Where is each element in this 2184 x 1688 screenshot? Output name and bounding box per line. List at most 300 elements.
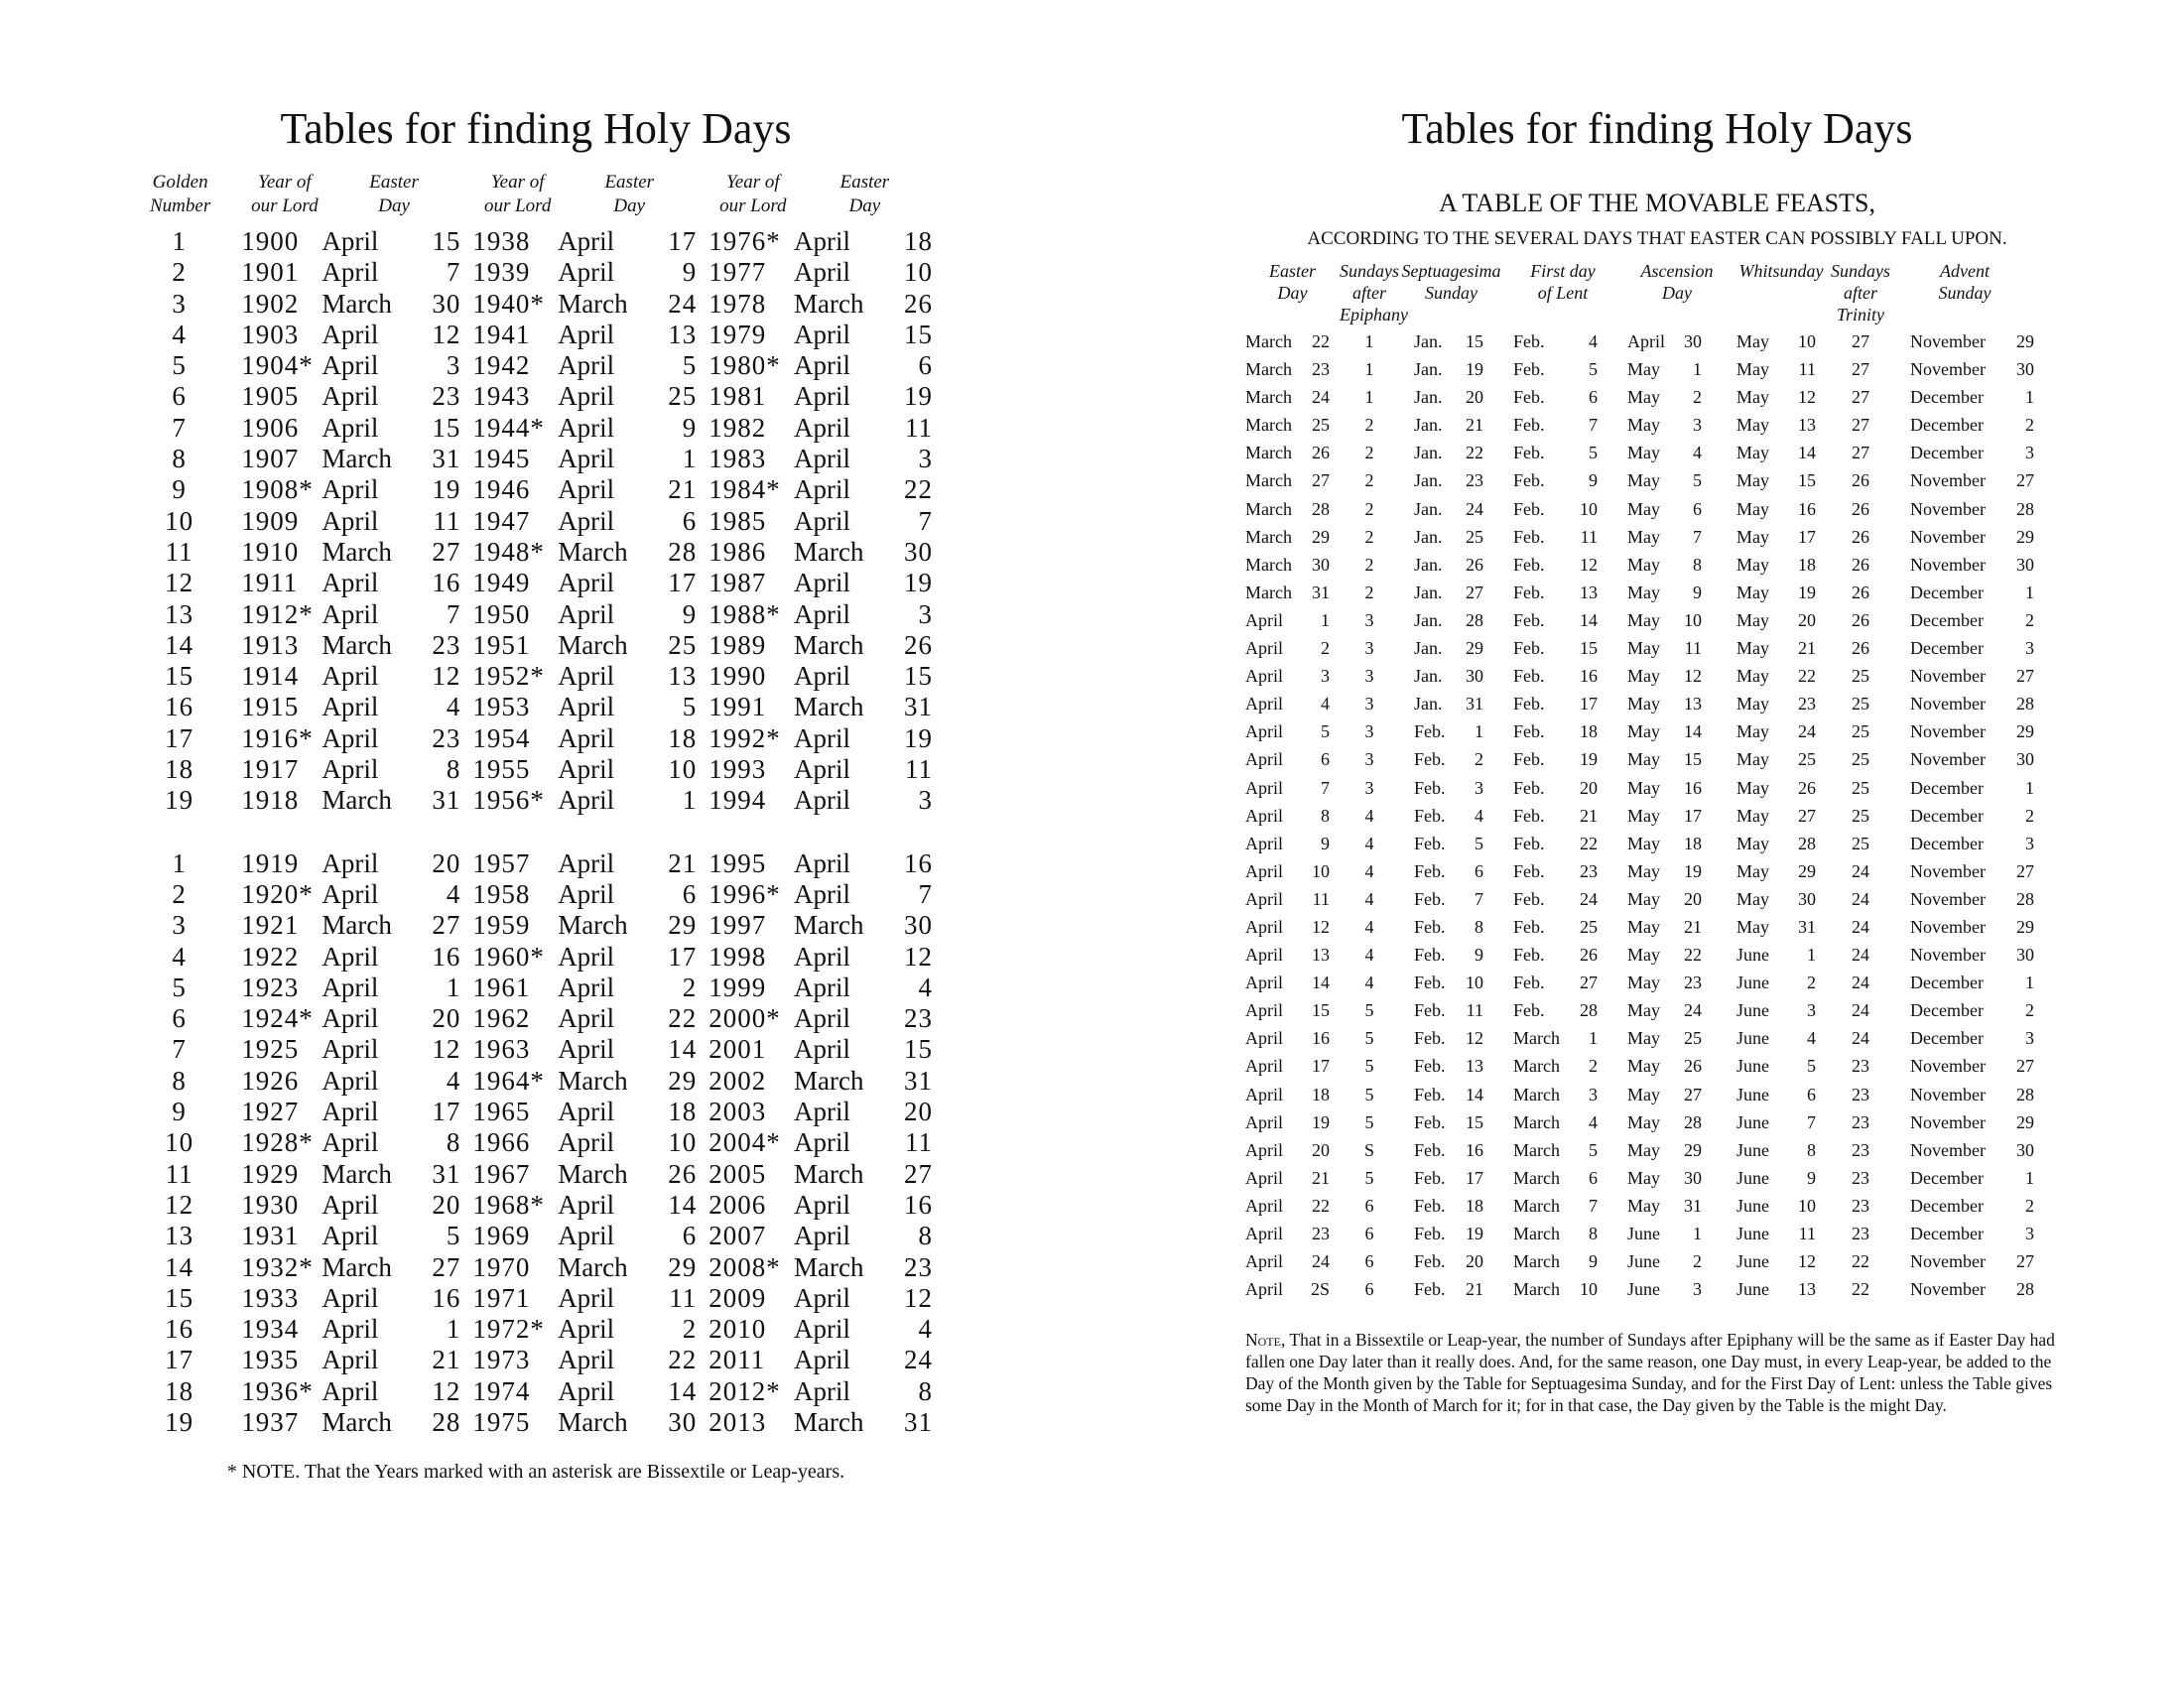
day: 1: [2025, 777, 2034, 798]
month: November: [1910, 554, 1986, 575]
sundays-after-trinity: 25: [1852, 694, 1869, 714]
year: 1938: [472, 226, 531, 256]
septuagesima-sunday: [1399, 885, 1503, 913]
month: May: [1736, 833, 1769, 853]
month: May: [1627, 749, 1660, 770]
ascension-day: [1622, 690, 1732, 717]
month: Feb.: [1513, 1000, 1545, 1021]
day: 26: [1798, 777, 1816, 798]
golden-number: 2: [172, 878, 187, 909]
easter-day: [794, 226, 933, 257]
day: 13: [668, 319, 698, 349]
easter-day: [321, 879, 460, 910]
day: 28: [2016, 694, 2034, 714]
day: 2: [2025, 805, 2034, 826]
table-row: [1245, 1220, 2069, 1247]
year: 1999: [708, 972, 767, 1002]
easter-day: [558, 692, 697, 722]
day: 8: [1807, 1139, 1816, 1160]
header-cell: [139, 171, 221, 226]
whitsunday: [1732, 717, 1831, 745]
year: 1924*: [241, 1003, 314, 1034]
table-block-2: [139, 848, 933, 1439]
header-line: Day: [848, 195, 881, 216]
easter-day: [321, 320, 460, 350]
golden-number: 17: [165, 1345, 194, 1375]
year: 1918: [241, 785, 300, 816]
month: June: [1627, 1279, 1660, 1300]
month: April: [794, 785, 850, 816]
day: 3: [1693, 1279, 1702, 1300]
whitsunday: [1732, 774, 1831, 802]
day: 17: [1312, 1056, 1330, 1077]
header-cell: [1831, 260, 1890, 327]
month: June: [1627, 1224, 1660, 1243]
table-row: [1245, 634, 2069, 662]
month: April: [794, 878, 850, 909]
month: April: [321, 505, 379, 536]
easter-day: [321, 413, 460, 444]
table-row: [139, 754, 933, 785]
day: 3: [918, 444, 933, 474]
sundays-after-epiphany: 4: [1364, 833, 1374, 853]
septuagesima-sunday: [1399, 1192, 1503, 1220]
month: Feb.: [1414, 721, 1446, 742]
year: 1944*: [472, 412, 545, 443]
sundays-after-epiphany: 4: [1364, 860, 1374, 881]
day: 5: [446, 1221, 461, 1251]
day: 31: [1466, 694, 1483, 714]
month: April: [1245, 777, 1283, 798]
advent-sunday: [1890, 1108, 2039, 1136]
ascension-day: [1622, 495, 1732, 523]
first-day-of-lent: [1503, 857, 1622, 885]
easter-day: [1245, 690, 1340, 717]
day: 25: [668, 381, 698, 412]
day: 3: [2025, 638, 2034, 659]
year: 1925: [241, 1034, 300, 1065]
month: May: [1736, 749, 1769, 770]
month: May: [1627, 387, 1660, 408]
month: May: [1627, 1028, 1660, 1049]
golden-number: 10: [165, 1127, 194, 1158]
day: 24: [904, 1345, 933, 1375]
year: 1906: [241, 412, 300, 443]
sundays-after-epiphany: 3: [1364, 749, 1374, 770]
month: May: [1627, 554, 1660, 575]
year: 1957: [472, 847, 531, 878]
day: 4: [1321, 694, 1330, 714]
day: 12: [1580, 554, 1598, 575]
year: 1951: [472, 629, 531, 660]
easter-day: [1245, 1247, 1340, 1275]
day: 6: [682, 878, 698, 909]
table-row: [1245, 690, 2069, 717]
table-row: [139, 1376, 933, 1407]
month: Feb.: [1414, 1139, 1446, 1160]
sundays-after-trinity: 27: [1852, 415, 1869, 436]
year: 1937: [241, 1406, 300, 1437]
easter-day: [321, 1283, 460, 1314]
day: 20: [1312, 1139, 1330, 1160]
day: 25: [668, 629, 698, 660]
month: Feb.: [1414, 1000, 1446, 1021]
day: 16: [1580, 666, 1598, 687]
day: 30: [2016, 1139, 2034, 1160]
table-row: [139, 537, 933, 568]
month: April: [321, 1375, 379, 1406]
day: 1: [446, 972, 461, 1002]
month: May: [1736, 443, 1769, 463]
header-cell: [1399, 260, 1503, 327]
day: 5: [1589, 443, 1598, 463]
sundays-after-trinity: 26: [1852, 609, 1869, 630]
day: 12: [432, 661, 461, 692]
day: 17: [1798, 526, 1816, 547]
year: 2012*: [708, 1375, 781, 1406]
day: 2: [1693, 387, 1702, 408]
year: 1947: [472, 505, 531, 536]
year: 1930: [241, 1189, 300, 1220]
day: 18: [668, 1097, 698, 1127]
whitsunday: [1732, 1192, 1831, 1220]
easter-day: [321, 723, 460, 754]
day: 11: [1798, 359, 1816, 380]
header-cell: [221, 171, 325, 226]
month: May: [1627, 582, 1660, 602]
day: 27: [432, 536, 461, 567]
septuagesima-sunday: [1399, 383, 1503, 411]
year: 1966: [472, 1127, 531, 1158]
month: April: [794, 1282, 850, 1313]
sundays-after-trinity: 25: [1852, 666, 1869, 687]
easter-day: [558, 661, 697, 692]
year: 1970: [472, 1251, 531, 1282]
ascension-day: [1622, 1275, 1732, 1303]
month: December: [1910, 1195, 1984, 1216]
day: 18: [904, 226, 933, 256]
day: 7: [918, 878, 933, 909]
year: 1912*: [241, 598, 314, 629]
easter-day: [794, 289, 933, 320]
day: 1: [1807, 945, 1816, 966]
month: Jan.: [1414, 526, 1443, 547]
whitsunday: [1732, 690, 1831, 717]
month: April: [558, 1282, 615, 1313]
month: November: [1910, 945, 1986, 966]
ascension-day: [1622, 355, 1732, 383]
month: May: [1627, 1084, 1660, 1104]
day: 28: [1798, 833, 1816, 853]
day: 10: [1466, 973, 1483, 993]
day: 30: [668, 1406, 698, 1437]
day: 19: [1466, 359, 1483, 380]
day: 30: [1466, 666, 1483, 687]
first-day-of-lent: [1503, 885, 1622, 913]
day: 5: [1807, 1056, 1816, 1077]
whitsunday: [1732, 1081, 1831, 1108]
year: 1982: [708, 412, 767, 443]
year: 1983: [708, 444, 767, 474]
whitsunday: [1732, 830, 1831, 857]
day: 22: [904, 474, 933, 505]
ascension-day: [1622, 662, 1732, 690]
easter-day: [558, 1376, 697, 1407]
month: April: [1245, 609, 1283, 630]
easter-day: [321, 661, 460, 692]
month: March: [558, 1406, 628, 1437]
month: March: [1513, 1028, 1560, 1049]
day: 22: [1466, 443, 1483, 463]
month: May: [1627, 833, 1660, 853]
day: 21: [1798, 638, 1816, 659]
day: 12: [432, 1375, 461, 1406]
advent-sunday: [1890, 634, 2039, 662]
day: 28: [2016, 1279, 2034, 1300]
day: 18: [1580, 721, 1598, 742]
day: 29: [2016, 526, 2034, 547]
header-line: Advent: [1940, 261, 1990, 281]
day: 18: [1684, 833, 1702, 853]
septuagesima-sunday: [1399, 411, 1503, 439]
sundays-after-epiphany: 3: [1364, 721, 1374, 742]
month: April: [794, 722, 850, 753]
header-line: our Lord: [483, 195, 552, 216]
table-row: [1245, 1164, 2069, 1192]
header-cell: [1732, 260, 1831, 327]
month: April: [1245, 749, 1283, 770]
day: 8: [1693, 554, 1702, 575]
day: 7: [1589, 415, 1598, 436]
advent-sunday: [1890, 1192, 2039, 1220]
year: 1905: [241, 381, 300, 412]
day: 31: [904, 1065, 933, 1096]
day: 15: [1312, 1000, 1330, 1021]
day: 16: [904, 1189, 933, 1220]
golden-number: 7: [172, 412, 187, 443]
month: April: [794, 598, 850, 629]
month: April: [558, 1375, 615, 1406]
golden-number: 3: [172, 910, 187, 941]
day: 22: [1684, 945, 1702, 966]
day: 23: [432, 722, 461, 753]
golden-number: 1: [172, 847, 187, 878]
easter-day: [321, 1066, 460, 1097]
day: 28: [1580, 1000, 1598, 1021]
day: 3: [918, 785, 933, 816]
day: 9: [682, 598, 698, 629]
table-row: [139, 630, 933, 661]
easter-day: [321, 506, 460, 537]
month: Feb.: [1513, 359, 1545, 380]
day: 2: [1693, 1251, 1702, 1272]
easter-day: [321, 1314, 460, 1345]
month: June: [1736, 945, 1769, 966]
easter-day: [1245, 1108, 1340, 1136]
ascension-day: [1622, 969, 1732, 996]
day: 17: [668, 226, 698, 256]
month: April: [1245, 1195, 1283, 1216]
header-line: Sundays: [1340, 261, 1399, 281]
month: April: [321, 319, 379, 349]
month: May: [1736, 694, 1769, 714]
sundays-after-trinity: 25: [1852, 777, 1869, 798]
golden-number: 18: [165, 1375, 194, 1406]
whitsunday: [1732, 355, 1831, 383]
easter-day: [558, 785, 697, 816]
first-day-of-lent: [1503, 996, 1622, 1024]
month: April: [558, 1034, 615, 1065]
year: 1928*: [241, 1127, 314, 1158]
easter-day: [558, 257, 697, 288]
golden-number: 5: [172, 350, 187, 381]
day: 21: [1312, 1167, 1330, 1188]
ascension-day: [1622, 551, 1732, 579]
first-day-of-lent: [1503, 774, 1622, 802]
month: April: [558, 847, 615, 878]
day: 23: [1798, 694, 1816, 714]
advent-sunday: [1890, 466, 2039, 494]
day: 14: [1798, 443, 1816, 463]
day: 3: [1321, 666, 1330, 687]
year: 1990: [708, 661, 767, 692]
first-day-of-lent: [1503, 634, 1622, 662]
month: Feb.: [1513, 638, 1545, 659]
day: 7: [1589, 1195, 1598, 1216]
month: May: [1736, 415, 1769, 436]
month: Feb.: [1513, 860, 1545, 881]
year: 1974: [472, 1375, 531, 1406]
month: April: [558, 785, 615, 816]
golden-number: 2: [172, 257, 187, 288]
header-line: of Lent: [1537, 283, 1589, 303]
month: Feb.: [1414, 1251, 1446, 1272]
day: 29: [2016, 1111, 2034, 1132]
day: 16: [432, 1282, 461, 1313]
month: Feb.: [1513, 666, 1545, 687]
septuagesima-sunday: [1399, 969, 1503, 996]
easter-day: [794, 630, 933, 661]
day: 13: [1580, 582, 1598, 602]
month: December: [1910, 1000, 1984, 1021]
sundays-after-epiphany: 1: [1364, 331, 1374, 351]
header-line: Year of: [490, 172, 545, 193]
table-row: [139, 568, 933, 598]
month: November: [1910, 498, 1986, 519]
month: April: [558, 941, 615, 972]
day: 31: [1798, 916, 1816, 937]
golden-number: 12: [165, 1189, 194, 1220]
month: April: [1245, 1279, 1283, 1300]
day: 4: [918, 1314, 933, 1345]
month: December: [1910, 973, 1984, 993]
easter-day: [1245, 941, 1340, 969]
month: November: [1910, 916, 1986, 937]
month: March: [558, 1065, 628, 1096]
header-line: Sundays: [1831, 261, 1890, 281]
day: 1: [2025, 973, 2034, 993]
day: 9: [1693, 582, 1702, 602]
month: April: [794, 474, 850, 505]
year: 1911: [241, 568, 299, 598]
table-header: [1245, 260, 2069, 327]
month: Feb.: [1513, 973, 1545, 993]
day: 1: [2025, 387, 2034, 408]
septuagesima-sunday: [1399, 634, 1503, 662]
year: 1969: [472, 1221, 531, 1251]
month: April: [794, 1097, 850, 1127]
leap-year-footnote: * NOTE. That the Years marked with an asterisk are Bissextile or Leap-years.: [226, 1461, 845, 1483]
day: 17: [1580, 694, 1598, 714]
month: March: [794, 1406, 864, 1437]
golden-number: 11: [165, 1158, 193, 1189]
sundays-after-epiphany: 2: [1364, 498, 1374, 519]
day: 1: [2025, 1167, 2034, 1188]
easter-day: [794, 506, 933, 537]
year: 2009: [708, 1282, 767, 1313]
month: May: [1736, 554, 1769, 575]
month: May: [1736, 805, 1769, 826]
first-day-of-lent: [1503, 802, 1622, 830]
easter-day: [558, 1066, 697, 1097]
ascension-day: [1622, 830, 1732, 857]
sundays-after-trinity: 24: [1852, 945, 1869, 966]
easter-day: [794, 474, 933, 505]
day: 9: [1321, 833, 1330, 853]
table-row: [1245, 969, 2069, 996]
sundays-after-epiphany: 4: [1364, 888, 1374, 909]
easter-day: [321, 848, 460, 879]
sundays-after-trinity: 24: [1852, 860, 1869, 881]
sundays-after-trinity: 24: [1852, 916, 1869, 937]
month: April: [794, 1003, 850, 1034]
day: 14: [1312, 973, 1330, 993]
day: 19: [904, 381, 933, 412]
day: 20: [1466, 1251, 1483, 1272]
month: June: [1736, 1056, 1769, 1077]
month: May: [1627, 694, 1660, 714]
day: 22: [1312, 1195, 1330, 1216]
septuagesima-sunday: [1399, 802, 1503, 830]
month: April: [558, 1345, 615, 1375]
table-row: [1245, 327, 2069, 355]
whitsunday: [1732, 941, 1831, 969]
month: May: [1627, 721, 1660, 742]
day: 1: [1589, 1028, 1598, 1049]
golden-number: 14: [165, 629, 194, 660]
month: Feb.: [1414, 777, 1446, 798]
month: March: [794, 910, 864, 941]
day: 6: [1475, 860, 1483, 881]
sundays-after-epiphany: 5: [1364, 1084, 1374, 1104]
day: 2: [1475, 749, 1483, 770]
day: 27: [2016, 470, 2034, 491]
year: 2008*: [708, 1251, 781, 1282]
day: 3: [1693, 415, 1702, 436]
day: 27: [2016, 860, 2034, 881]
advent-sunday: [1890, 1081, 2039, 1108]
easter-day: [558, 320, 697, 350]
day: 20: [432, 847, 461, 878]
day: 31: [432, 1158, 461, 1189]
month: April: [558, 754, 615, 785]
year: 1941: [472, 319, 531, 349]
sundays-after-trinity: 25: [1852, 833, 1869, 853]
month: December: [1910, 805, 1984, 826]
easter-day: [794, 1283, 933, 1314]
easter-day: [558, 226, 697, 257]
day: 2: [2025, 415, 2034, 436]
